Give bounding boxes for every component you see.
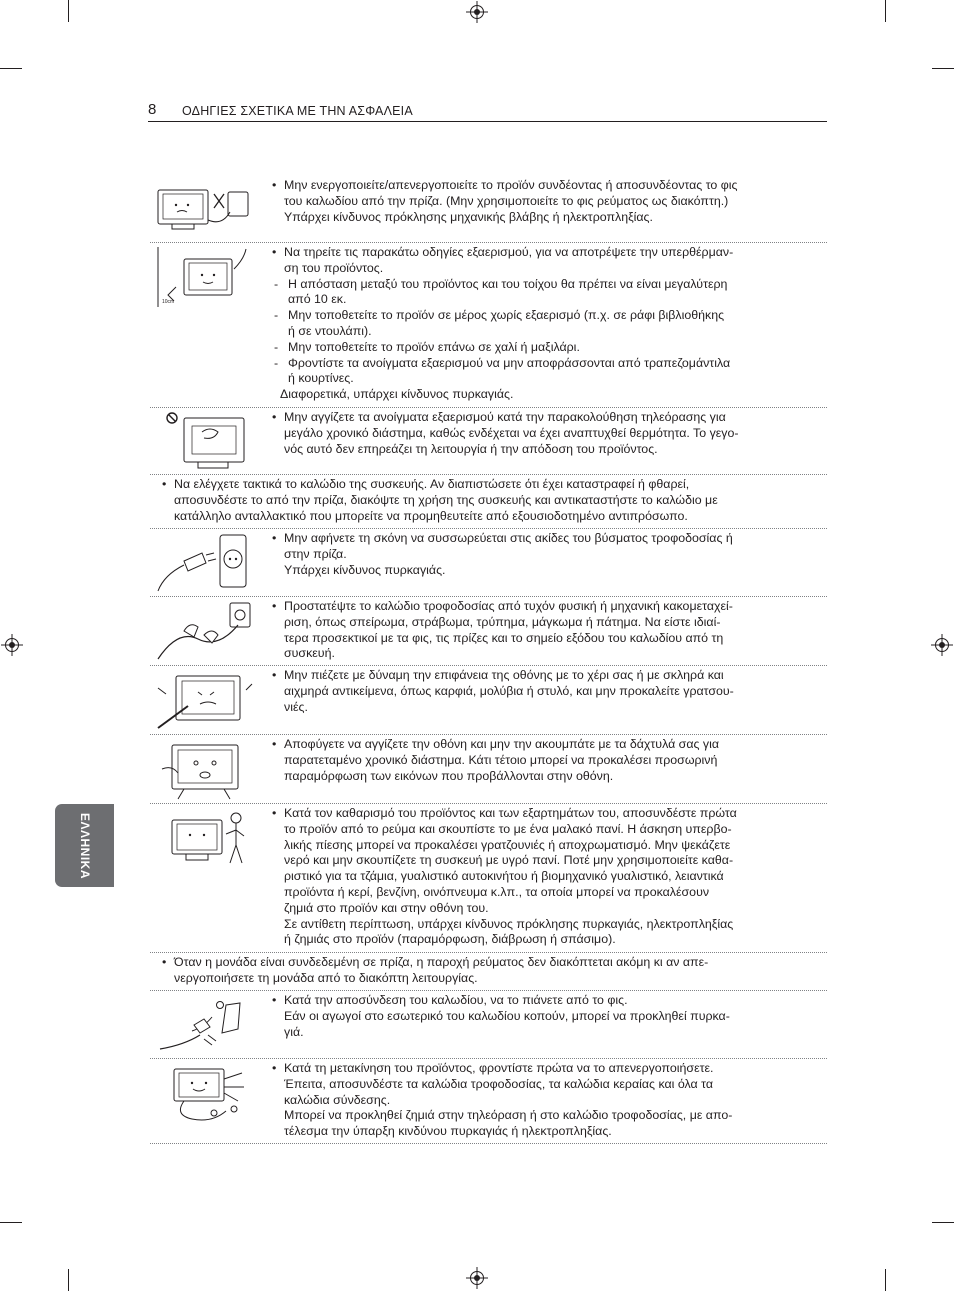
crop-mark xyxy=(932,1222,954,1223)
registration-mark-icon xyxy=(5,638,19,652)
header-title: ΟΔΗΓΙΕΣ ΣΧΕΤΙΚΑ ΜΕ ΤΗΝ ΑΣΦΑΛΕΙΑ xyxy=(182,104,413,118)
illustration xyxy=(150,176,268,242)
item-text xyxy=(150,953,827,990)
bullet-paragraph: • Μην πιέζετε με δύναμη την επιφάνεια της οθόνης με το χέρι σας ή με σκληρά και αιχμηρά αντικείμενα, όπως καρφιά, μολύβια ή στυλό, και μην προκαλείτε γρατσου- νιές. xyxy=(272,668,815,715)
safety-item xyxy=(150,408,827,475)
illustration xyxy=(150,597,268,665)
item-text xyxy=(268,735,827,803)
crop-mark xyxy=(68,0,69,22)
bullet-paragraph: • Να ελέγχετε τακτικά το καλώδιο της συσκευής. Αν διαπιστώσετε ότι έχει καταστραφεί ή φθαρεί, αποσυνδέστε το από την πρίζα, διακόψτε τη χρήση της συσκευής και αντικαταστήστε το καλώδιο με κατάλληλο ανταλλακτικό που μπορείτε να προμηθευτείτε από εξουσιοδοτημένο αντιπρόσωπο. xyxy=(162,477,815,524)
illustration xyxy=(150,408,268,474)
bullet-paragraph: • Αποφύγετε να αγγίζετε την οθόνη και μην την ακουμπάτε με τα δάχτυλά σας για παρατεταμένο χρονικό διάστημα. Κάτι τέτοιο μπορεί να προκαλέσει προσωρινή παραμόρφωση των εικόνων που προβάλλονται στην οθόνη. xyxy=(272,737,815,784)
safety-item xyxy=(150,804,827,953)
crop-mark xyxy=(932,68,954,69)
safety-item xyxy=(150,529,827,597)
safety-item xyxy=(150,953,827,991)
bullet-paragraph: • Μην αφήνετε τη σκόνη να συσσωρεύεται στις ακίδες του βύσματος τροφοδοσίας ή στην πρίζα. Υπάρχει κίνδυνος πυρκαγιάς. xyxy=(272,531,815,578)
language-side-tab xyxy=(55,804,114,887)
item-text xyxy=(268,529,827,596)
bullet-paragraph: • Μην ενεργοποιείτε/απενεργοποιείτε το προϊόν συνδέοντας ή αποσυνδέοντας το φις του καλωδίου από την πρίζα. (Μην χρησιμοποιείτε το φις ρεύματος ως διακόπτη.) Υπάρχει κίνδυνος πρόκλησης μηχανικής βλάβης ή ηλεκτροπληξίας. xyxy=(272,178,815,225)
item-text xyxy=(268,1059,827,1143)
illustration xyxy=(150,804,268,952)
sub-list xyxy=(272,277,815,388)
illustration xyxy=(150,1059,268,1143)
sub-item: - Μην τοποθετείτε το προϊόν επάνω σε χαλί ή μαξιλάρι. xyxy=(274,340,815,356)
sub-item: - Μην τοποθετείτε το προϊόν σε μέρος χωρίς εξαερισμό (π.χ. σε ράφι βιβλιοθήκης ή σε ντουλάπι). xyxy=(274,308,815,340)
safety-item xyxy=(150,735,827,804)
language-label: ΕΛΛΗΝΙΚΑ xyxy=(77,812,92,879)
note-text: Διαφορετικά, υπάρχει κίνδυνος πυρκαγιάς. xyxy=(280,387,514,402)
item-text xyxy=(150,475,827,528)
illustration xyxy=(150,735,268,803)
bullet-paragraph: • Να τηρείτε τις παρακάτω οδηγίες εξαερισμού, για να αποτρέψετε την υπερθέρμαν- ση του προϊόντος. xyxy=(272,245,815,277)
screen-press-illustration-icon xyxy=(154,670,254,732)
registration-mark-icon xyxy=(470,1271,484,1285)
safety-item xyxy=(150,991,827,1059)
bullet-paragraph: • Μην αγγίζετε τα ανοίγματα εξαερισμού κατά την παρακολούθηση τηλεόρασης για μεγάλο χρονικό διάστημα, καθώς ενδέχεται να έχει αναπτυχθεί θερμότητα. Το γεγο- νός αυτό δεν επηρεάζει τη λειτουργία ή την απόδοση του προϊόντος. xyxy=(272,410,815,457)
registration-mark-icon xyxy=(935,638,949,652)
bullet-paragraph: • Κατά την αποσύνδεση του καλωδίου, να το πιάνετε από το φις. Εάν οι αγωγοί στο εσωτερικό του καλωδίου κοπούν, μπορεί να προκληθεί πυρκα- γιά. xyxy=(272,993,815,1040)
screen-touch-illustration-icon xyxy=(154,739,254,801)
item-text xyxy=(268,991,827,1058)
illustration xyxy=(150,991,268,1058)
safety-item xyxy=(150,597,827,666)
bullet-paragraph: • Όταν η μονάδα είναι συνδεδεμένη σε πρίζα, η παροχή ρεύματος δεν διακόπτεται ακόμη κι αν απε- νεργοποιήσετε τη μονάδα από το διακόπτη λειτουργίας. xyxy=(162,955,815,987)
crop-mark xyxy=(885,1269,886,1291)
item-text xyxy=(268,666,827,734)
safety-item xyxy=(150,475,827,529)
safety-instructions-list xyxy=(150,176,827,1144)
plug-grip-illustration-icon xyxy=(154,995,254,1057)
crop-mark xyxy=(885,0,886,22)
safety-item xyxy=(150,176,827,243)
moving-tv-illustration-icon xyxy=(154,1063,254,1125)
sub-item: - Φροντίστε τα ανοίγματα εξαερισμού να μην αποφράσσονται από τραπεζομάντιλα ή κουρτίνες. xyxy=(274,356,815,388)
tv-vent-touch-illustration-icon xyxy=(154,412,254,472)
item-text xyxy=(268,597,827,665)
bullet-paragraph: • Κατά τη μετακίνηση του προϊόντος, φροντίστε πρώτα να το απενεργοποιήσετε. Έπειτα, αποσυνδέστε τα καλώδια τροφοδοσίας, τα καλώδια κεραίας και όλα τα καλώδια σύνδεσης. Μπορεί να προκληθεί ζημιά στην τηλεόραση ή στο καλώδιο τροφοδοσίας, με απο- τέλεσμα την ύπαρξη κινδύνου πυρκαγιάς ή ηλεκτροπληξίας. xyxy=(272,1061,815,1140)
item-text xyxy=(268,804,827,952)
page-number: 8 xyxy=(148,101,157,118)
tv-unplug-illustration-icon xyxy=(154,180,254,238)
item-text xyxy=(268,243,827,407)
crop-mark xyxy=(68,1269,69,1291)
illustration xyxy=(150,243,268,407)
cable-damage-illustration-icon xyxy=(154,601,254,663)
safety-item xyxy=(150,666,827,735)
bullet-paragraph: • Προστατέψτε το καλώδιο τροφοδοσίας από τυχόν φυσική ή μηχανική κακομεταχεί- ριση, όπως σπείρωμα, στράβωμα, τρύπημα, μάγκωμα ή πάτημα. Να είστε ιδιαί- τερα προσεκτικοί με τα φις, τις πρίζες και το σημείο εξόδου του καλωδίου από τη συσκευή. xyxy=(272,599,815,662)
safety-item xyxy=(150,243,827,408)
crop-mark xyxy=(0,1222,22,1223)
safety-item xyxy=(150,1059,827,1144)
illustration xyxy=(150,529,268,596)
sub-item: - Η απόσταση μεταξύ του προϊόντος και του τοίχου θα πρέπει να είναι μεγαλύτερη από 10 εκ. xyxy=(274,277,815,309)
item-text xyxy=(268,408,827,474)
bullet-paragraph: • Κατά τον καθαρισμό του προϊόντος και των εξαρτημάτων του, αποσυνδέστε πρώτα το προϊόν από το ρεύμα και σκουπίστε το με ένα μαλακό πανί. Η άσκηση υπερβο- λικής πίεσης μπορεί να προκαλέσει γρατζουνιές ή αποχρωματισμό. Μην ψεκάζετε νερό και μην σκουπίζετε τη συσκευή με υγρό πανί. Ποτέ μην χρησιμοποιείτε καθα- ριστικό για τα τζάμια, γυαλιστικό αυτοκινήτου ή βιομηχανικό γυαλιστικό, λειαντικά προϊόντα ή κερί, βενζίνη, οινόπνευμα κ.λπ., τα οποία μπορεί να προκαλέσουν ζημιά στο προϊόν και στην οθόνη του. Σε αντίθετη περίπτωση, υπάρχει κίνδυνος πρόκλησης πυρκαγιάς, ηλεκτροπληξίας ή ζημιάς στο προϊόν (παραμόρφωση, διάβρωση ή σπάσιμο). xyxy=(272,806,815,948)
cleaning-illustration-icon xyxy=(154,808,254,870)
tv-ventilation-illustration-icon xyxy=(154,247,254,311)
item-text xyxy=(268,176,827,242)
illustration xyxy=(150,666,268,734)
crop-mark xyxy=(0,68,22,69)
registration-mark-icon xyxy=(470,5,484,19)
page-header xyxy=(148,100,827,122)
dusty-plug-illustration-icon xyxy=(154,533,254,593)
svg-text:10cm: 10cm xyxy=(162,299,175,305)
